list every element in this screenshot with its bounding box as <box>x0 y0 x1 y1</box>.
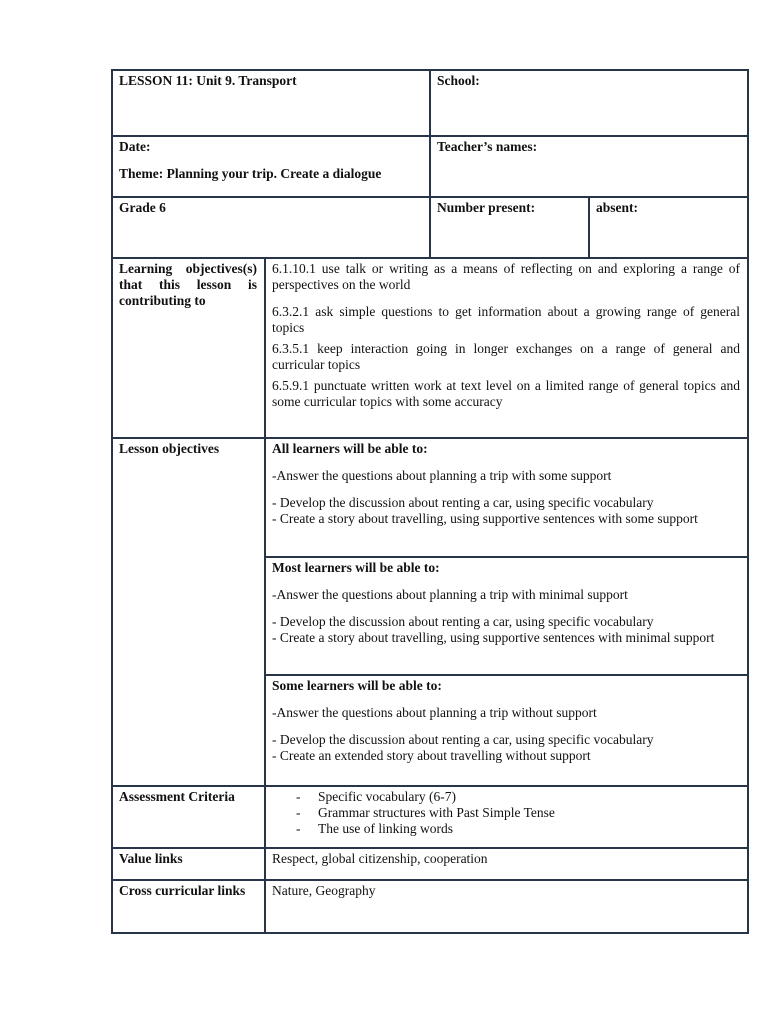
theme-title: Theme: Planning your trip. Create a dialogue <box>119 166 382 181</box>
some-learners-block <box>265 675 748 786</box>
learning-objective-item: 6.5.9.1 punctuate written work at text level on a limited range of general topics and some curricular topics with some accuracy <box>272 378 741 409</box>
objective-item: - Develop the discussion about renting a car, using specific vocabulary <box>272 732 654 747</box>
objective-item: -Answer the questions about planning a trip with some support <box>272 468 612 483</box>
objective-item: - Create an extended story about travelling without support <box>272 748 591 763</box>
value-links-text: Respect, global citizenship, cooperation <box>265 848 748 880</box>
objective-item: -Answer the questions about planning a trip with minimal support <box>272 587 628 602</box>
assessment-item: - The use of linking words <box>296 821 740 837</box>
objective-item: - Develop the discussion about renting a car, using specific vocabulary <box>272 495 654 510</box>
lesson-objectives-label: Lesson objectives <box>112 438 265 786</box>
lesson-plan-page <box>111 69 747 934</box>
assessment-item: - Grammar structures with Past Simple Tense <box>296 805 740 821</box>
learning-objectives-list <box>265 258 748 438</box>
objective-item: - Develop the discussion about renting a car, using specific vocabulary <box>272 614 654 629</box>
assessment-criteria-label: Assessment Criteria <box>112 786 265 848</box>
some-learners-heading: Some learners will be able to: <box>272 678 442 693</box>
objective-item: - Create a story about travelling, using supportive sentences with some support <box>272 511 698 526</box>
most-learners-heading: Most learners will be able to: <box>272 560 440 575</box>
date-theme-cell <box>112 136 430 197</box>
assessment-criteria-cell <box>265 786 748 848</box>
school-label: School: <box>430 70 748 136</box>
number-present-label: Number present: <box>430 197 589 258</box>
lesson-plan-table <box>111 69 749 934</box>
value-links-label: Value links <box>112 848 265 880</box>
cross-curricular-text: Nature, Geography <box>265 880 748 933</box>
cross-curricular-label: Cross curricular links <box>112 880 265 933</box>
objective-item: -Answer the questions about planning a trip without support <box>272 705 597 720</box>
learning-objective-item: 6.3.2.1 ask simple questions to get information about a growing range of general topics <box>272 304 741 335</box>
grade-label: Grade 6 <box>112 197 430 258</box>
most-learners-block <box>265 557 748 675</box>
learning-objective-item: 6.3.5.1 keep interaction going in longer exchanges on a range of general and curricular topics <box>272 341 741 372</box>
teacher-names-label: Teacher’s names: <box>430 136 748 197</box>
absent-label: absent: <box>589 197 748 258</box>
date-label: Date: <box>119 139 151 154</box>
assessment-criteria-list <box>272 789 740 837</box>
objective-item: - Create a story about travelling, using supportive sentences with minimal support <box>272 630 715 645</box>
learning-objectives-label: Learning objectives(s) that this lesson is contributing to <box>112 258 265 438</box>
learning-objective-item: 6.1.10.1 use talk or writing as a means of reflecting on and exploring a range of perspectives on the world <box>272 261 741 292</box>
assessment-item: - Specific vocabulary (6-7) <box>296 789 740 805</box>
all-learners-block <box>265 438 748 557</box>
lesson-title: LESSON 11: Unit 9. Transport <box>112 70 430 136</box>
all-learners-heading: All learners will be able to: <box>272 441 428 456</box>
